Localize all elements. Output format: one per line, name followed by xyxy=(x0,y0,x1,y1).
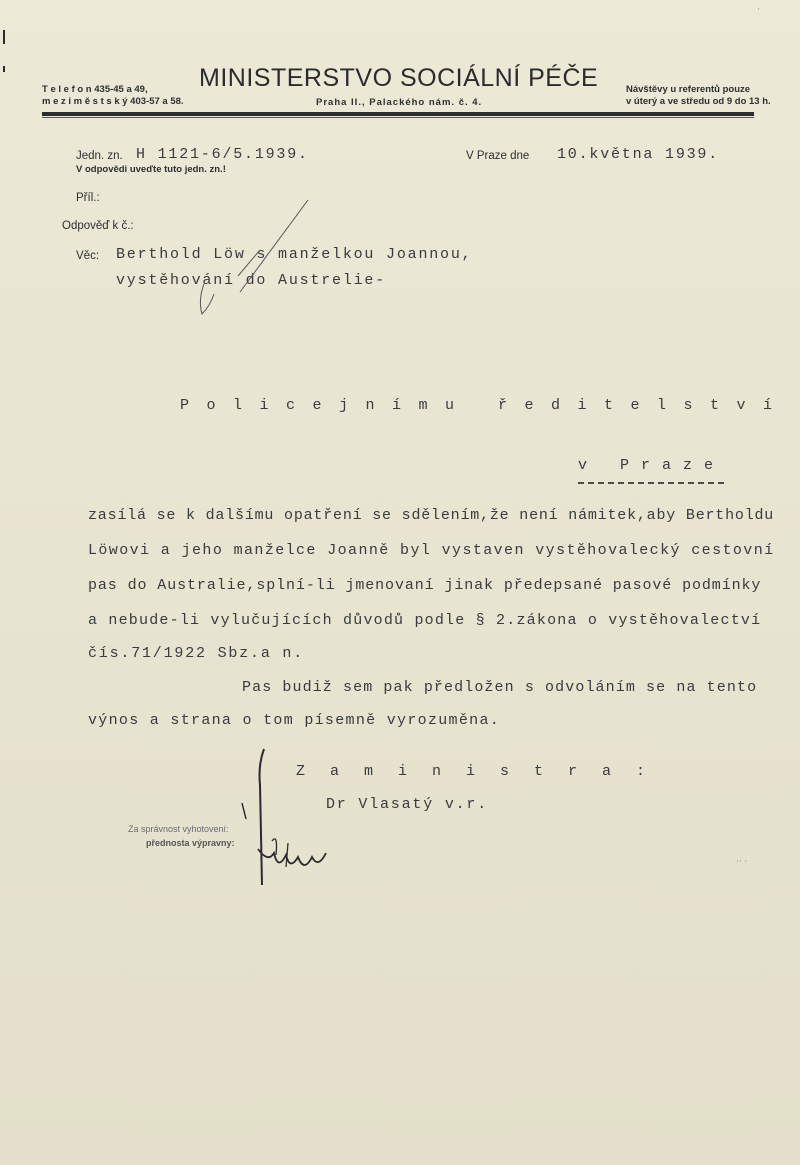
ref-value: H 1121-6/5.1939. xyxy=(136,146,309,163)
letterhead-address: Praha II., Palackého nám. č. 4. xyxy=(316,97,483,108)
body-line-1: zasílá se k dalšímu opatření se sdělením,že není námitek,aby Bertholdu xyxy=(88,507,775,524)
body-para2-line-2: výnos a strana o tom písemně vyrozuměna. xyxy=(88,712,501,729)
letterhead-visits-line1: Návštěvy u referentů pouze xyxy=(626,84,751,95)
scan-mark xyxy=(3,66,5,72)
pencil-strokes xyxy=(180,196,320,316)
stamp-line1: Za správnost vyhotovení: xyxy=(128,824,229,834)
letterhead-visits-line2: v úterý a ve středu od 9 do 13 h. xyxy=(626,96,771,107)
letterhead-rule xyxy=(42,112,754,116)
ref-note: V odpovědi uveďte tuto jedn. zn.! xyxy=(76,164,226,175)
handwritten-signature xyxy=(228,745,338,895)
ref-label: Jedn. zn. xyxy=(76,150,123,162)
for-minister: Z a m i n i s t r a : xyxy=(296,763,654,780)
signatory-name: Dr Vlasatý v.r. xyxy=(326,796,489,813)
body-para2-line-1: Pas budiž sem pak předložen s odvoláním se na tento xyxy=(242,679,758,696)
subject-line1: Berthold Löw s manželkou Joannou, xyxy=(116,246,473,263)
letterhead-phone-line2: m e z i m ě s t s k ý 403-57 a 58. xyxy=(42,96,184,107)
addressee-underline xyxy=(578,482,724,484)
attachment-label: Příl.: xyxy=(76,192,100,204)
letterhead-rule-thin xyxy=(42,117,754,118)
body-line-2: Löwovi a jeho manželce Joanně byl vystaven vystěhovalecký cestovní xyxy=(88,542,775,559)
date-label: V Praze dne xyxy=(466,150,530,162)
addressee-line1: Policejnímu ředitelství xyxy=(180,397,790,414)
letterhead-phone-line1: T e l e f o n 435-45 a 49, xyxy=(42,84,148,95)
stamp-line2: přednosta výpravny: xyxy=(146,838,235,848)
date-value: 10.května 1939. xyxy=(557,146,720,163)
subject-label: Věc: xyxy=(76,250,100,262)
body-line-5: čís.71/1922 Sbz.a n. xyxy=(88,645,305,662)
edge-mark: ·· · xyxy=(736,856,748,866)
letterhead-title: MINISTERSTVO SOCIÁLNÍ PÉČE xyxy=(199,64,599,92)
body-line-3: pas do Australie,splní-li jmenovaní jinak předepsané pasové podmínky xyxy=(88,577,762,594)
subject-line2: vystěhování do Austrelie- xyxy=(116,272,387,289)
corner-mark: · xyxy=(757,4,760,14)
scan-mark xyxy=(3,30,5,44)
addressee-line2: v Praze xyxy=(578,457,726,474)
body-line-4: a nebude-li vylučujících důvodů podle § 2.zákona o vystěhovalectví xyxy=(88,612,762,629)
reply-label: Odpověď k č.: xyxy=(62,220,134,232)
